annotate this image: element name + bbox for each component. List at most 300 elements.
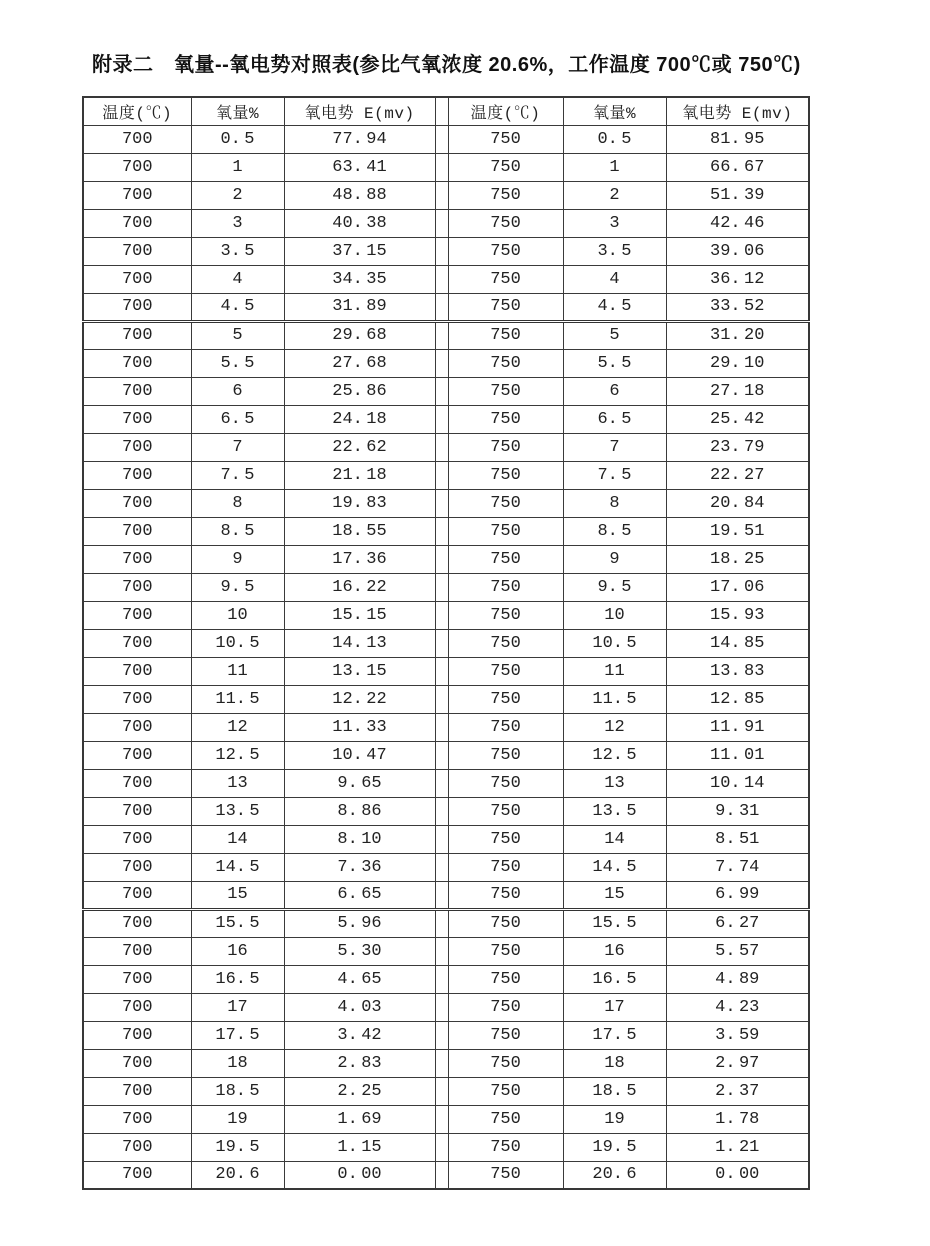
temp-cell: 750 [448, 1105, 563, 1133]
oxygen-cell: 18 [563, 1049, 666, 1077]
temp-cell: 750 [448, 1077, 563, 1105]
temp-cell: 750 [448, 517, 563, 545]
spacer-cell [435, 601, 448, 629]
table-row [83, 237, 809, 265]
oxygen-cell: 7 [563, 433, 666, 461]
temp-cell: 700 [83, 321, 191, 349]
temp-cell: 750 [448, 405, 563, 433]
oxygen-cell: 14 [191, 825, 284, 853]
temp-cell: 700 [83, 377, 191, 405]
potential-cell: 19. 51 [666, 517, 809, 545]
oxygen-cell: 5 [563, 321, 666, 349]
spacer-cell [435, 1161, 448, 1189]
oxygen-cell: 6 [563, 377, 666, 405]
potential-cell: 22. 27 [666, 461, 809, 489]
oxygen-cell: 20. 6 [563, 1161, 666, 1189]
potential-cell: 14. 85 [666, 629, 809, 657]
potential-cell: 1. 78 [666, 1105, 809, 1133]
table-row [83, 937, 809, 965]
potential-cell: 0. 00 [666, 1161, 809, 1189]
temp-cell: 750 [448, 881, 563, 909]
oxygen-cell: 16. 5 [191, 965, 284, 993]
spacer-cell [435, 433, 448, 461]
temp-cell: 700 [83, 181, 191, 209]
oxygen-cell: 14. 5 [563, 853, 666, 881]
oxygen-cell: 12. 5 [563, 741, 666, 769]
column-header: 温度(℃) [448, 97, 563, 125]
spacer-cell [435, 965, 448, 993]
oxygen-cell: 16 [191, 937, 284, 965]
table-row [83, 489, 809, 517]
table-row [83, 573, 809, 601]
table-row [83, 1021, 809, 1049]
oxygen-cell: 8. 5 [191, 517, 284, 545]
potential-cell: 1. 15 [284, 1133, 435, 1161]
spacer-cell [435, 937, 448, 965]
potential-cell: 37. 15 [284, 237, 435, 265]
potential-cell: 1. 21 [666, 1133, 809, 1161]
oxygen-cell: 2 [563, 181, 666, 209]
column-header: 温度(℃) [83, 97, 191, 125]
table-row [83, 909, 809, 937]
table-row [83, 881, 809, 909]
temp-cell: 700 [83, 1049, 191, 1077]
spacer-cell [435, 1049, 448, 1077]
oxygen-cell: 18 [191, 1049, 284, 1077]
oxygen-cell: 5 [191, 321, 284, 349]
potential-cell: 14. 13 [284, 629, 435, 657]
table-row [83, 993, 809, 1021]
potential-cell: 11. 91 [666, 713, 809, 741]
temp-cell: 750 [448, 153, 563, 181]
spacer-cell [435, 265, 448, 293]
potential-cell: 19. 83 [284, 489, 435, 517]
oxygen-cell: 10. 5 [191, 629, 284, 657]
oxygen-cell: 12. 5 [191, 741, 284, 769]
temp-cell: 700 [83, 1077, 191, 1105]
table-row [83, 769, 809, 797]
potential-cell: 8. 86 [284, 797, 435, 825]
temp-cell: 700 [83, 853, 191, 881]
potential-cell: 34. 35 [284, 265, 435, 293]
potential-cell: 25. 86 [284, 377, 435, 405]
potential-cell: 36. 12 [666, 265, 809, 293]
table-row [83, 321, 809, 349]
potential-cell: 7. 36 [284, 853, 435, 881]
potential-cell: 6. 65 [284, 881, 435, 909]
spacer-cell [435, 713, 448, 741]
table-row [83, 1077, 809, 1105]
potential-cell: 11. 33 [284, 713, 435, 741]
oxygen-cell: 0. 5 [191, 125, 284, 153]
potential-cell: 20. 84 [666, 489, 809, 517]
oxygen-cell: 17 [563, 993, 666, 1021]
column-header: 氧量% [191, 97, 284, 125]
potential-cell: 13. 83 [666, 657, 809, 685]
oxygen-cell: 6 [191, 377, 284, 405]
potential-cell: 10. 14 [666, 769, 809, 797]
spacer-cell [435, 349, 448, 377]
temp-cell: 700 [83, 825, 191, 853]
spacer-cell [435, 293, 448, 321]
oxygen-cell: 5. 5 [191, 349, 284, 377]
temp-cell: 700 [83, 265, 191, 293]
potential-cell: 21. 18 [284, 461, 435, 489]
comparison-table [82, 96, 810, 1190]
potential-cell: 15. 93 [666, 601, 809, 629]
spacer-cell [435, 377, 448, 405]
temp-cell: 700 [83, 937, 191, 965]
oxygen-cell: 4 [563, 265, 666, 293]
temp-cell: 700 [83, 545, 191, 573]
potential-cell: 29. 10 [666, 349, 809, 377]
oxygen-cell: 17 [191, 993, 284, 1021]
temp-cell: 750 [448, 1161, 563, 1189]
spacer-cell [435, 685, 448, 713]
oxygen-cell: 1 [563, 153, 666, 181]
temp-cell: 700 [83, 349, 191, 377]
potential-cell: 63. 41 [284, 153, 435, 181]
table-row [83, 461, 809, 489]
temp-cell: 750 [448, 993, 563, 1021]
table-row [83, 657, 809, 685]
temp-cell: 750 [448, 461, 563, 489]
spacer-cell [435, 629, 448, 657]
temp-cell: 750 [448, 601, 563, 629]
temp-cell: 700 [83, 1105, 191, 1133]
spacer-cell [435, 545, 448, 573]
spacer-cell [435, 489, 448, 517]
potential-cell: 5. 57 [666, 937, 809, 965]
table-body [83, 125, 809, 1189]
temp-cell: 700 [83, 209, 191, 237]
potential-cell: 31. 20 [666, 321, 809, 349]
spacer-cell [435, 209, 448, 237]
temp-cell: 750 [448, 125, 563, 153]
temp-cell: 750 [448, 265, 563, 293]
oxygen-cell: 11 [191, 657, 284, 685]
temp-cell: 700 [83, 1161, 191, 1189]
temp-cell: 750 [448, 769, 563, 797]
temp-cell: 750 [448, 825, 563, 853]
table-row [83, 601, 809, 629]
table-row [83, 265, 809, 293]
table-row [83, 685, 809, 713]
temp-cell: 750 [448, 1049, 563, 1077]
oxygen-cell: 3 [563, 209, 666, 237]
temp-cell: 750 [448, 433, 563, 461]
spacer-cell [435, 573, 448, 601]
potential-cell: 12. 85 [666, 685, 809, 713]
temp-cell: 750 [448, 237, 563, 265]
temp-cell: 750 [448, 1133, 563, 1161]
table-row [83, 545, 809, 573]
potential-cell: 16. 22 [284, 573, 435, 601]
oxygen-cell: 11 [563, 657, 666, 685]
spacer-cell [435, 1105, 448, 1133]
oxygen-cell: 6. 5 [563, 405, 666, 433]
oxygen-cell: 17. 5 [191, 1021, 284, 1049]
spacer-cell [435, 853, 448, 881]
temp-cell: 700 [83, 433, 191, 461]
temp-cell: 750 [448, 181, 563, 209]
temp-cell: 750 [448, 573, 563, 601]
temp-cell: 750 [448, 965, 563, 993]
temp-cell: 750 [448, 1021, 563, 1049]
oxygen-cell: 13. 5 [563, 797, 666, 825]
oxygen-cell: 19. 5 [191, 1133, 284, 1161]
potential-cell: 15. 15 [284, 601, 435, 629]
table-row [83, 293, 809, 321]
potential-cell: 17. 06 [666, 573, 809, 601]
temp-cell: 700 [83, 405, 191, 433]
spacer-cell [435, 909, 448, 937]
spacer-cell [435, 657, 448, 685]
oxygen-cell: 5. 5 [563, 349, 666, 377]
temp-cell: 750 [448, 909, 563, 937]
spacer-cell [435, 405, 448, 433]
spacer-cell [435, 741, 448, 769]
potential-cell: 4. 65 [284, 965, 435, 993]
spacer-cell [435, 321, 448, 349]
table-row [83, 629, 809, 657]
potential-cell: 18. 55 [284, 517, 435, 545]
oxygen-cell: 12 [563, 713, 666, 741]
temp-cell: 700 [83, 629, 191, 657]
page-title: 附录二 氧量--氧电势对照表(参比气氧浓度 20.6%，工作温度 700℃或 750℃) [92, 54, 801, 76]
table-row [83, 405, 809, 433]
potential-cell: 81. 95 [666, 125, 809, 153]
temp-cell: 700 [83, 769, 191, 797]
oxygen-cell: 8 [191, 489, 284, 517]
table-row [83, 125, 809, 153]
temp-cell: 700 [83, 489, 191, 517]
potential-cell: 27. 68 [284, 349, 435, 377]
oxygen-cell: 16 [563, 937, 666, 965]
oxygen-cell: 12 [191, 713, 284, 741]
potential-cell: 5. 30 [284, 937, 435, 965]
temp-cell: 750 [448, 209, 563, 237]
spacer-cell [435, 461, 448, 489]
potential-cell: 48. 88 [284, 181, 435, 209]
potential-cell: 66. 67 [666, 153, 809, 181]
table-row [83, 181, 809, 209]
temp-cell: 750 [448, 741, 563, 769]
oxygen-cell: 18. 5 [191, 1077, 284, 1105]
potential-cell: 6. 27 [666, 909, 809, 937]
oxygen-cell: 4 [191, 265, 284, 293]
table-header [83, 97, 809, 125]
spacer-cell [435, 825, 448, 853]
spacer-cell [435, 153, 448, 181]
oxygen-cell: 15 [563, 881, 666, 909]
potential-cell: 7. 74 [666, 853, 809, 881]
oxygen-cell: 11. 5 [191, 685, 284, 713]
oxygen-cell: 10. 5 [563, 629, 666, 657]
oxygen-cell: 10 [191, 601, 284, 629]
column-header: 氧电势 E(mv) [284, 97, 435, 125]
potential-cell: 77. 94 [284, 125, 435, 153]
table-row [83, 153, 809, 181]
oxygen-cell: 3 [191, 209, 284, 237]
oxygen-cell: 13 [563, 769, 666, 797]
temp-cell: 700 [83, 965, 191, 993]
oxygen-cell: 16. 5 [563, 965, 666, 993]
potential-cell: 3. 59 [666, 1021, 809, 1049]
table-row [83, 1133, 809, 1161]
temp-cell: 700 [83, 153, 191, 181]
spacer-cell [435, 1133, 448, 1161]
spacer-cell [435, 125, 448, 153]
temp-cell: 700 [83, 881, 191, 909]
temp-cell: 700 [83, 993, 191, 1021]
oxygen-cell: 15. 5 [191, 909, 284, 937]
temp-cell: 700 [83, 517, 191, 545]
temp-cell: 750 [448, 629, 563, 657]
temp-cell: 700 [83, 741, 191, 769]
oxygen-cell: 7. 5 [191, 461, 284, 489]
table-row [83, 1161, 809, 1189]
temp-cell: 700 [83, 657, 191, 685]
potential-cell: 2. 97 [666, 1049, 809, 1077]
potential-cell: 9. 65 [284, 769, 435, 797]
potential-cell: 51. 39 [666, 181, 809, 209]
temp-cell: 750 [448, 657, 563, 685]
potential-cell: 33. 52 [666, 293, 809, 321]
table-row [83, 825, 809, 853]
temp-cell: 750 [448, 349, 563, 377]
oxygen-cell: 13 [191, 769, 284, 797]
potential-cell: 23. 79 [666, 433, 809, 461]
temp-cell: 750 [448, 377, 563, 405]
oxygen-cell: 10 [563, 601, 666, 629]
spacer-cell [435, 797, 448, 825]
potential-cell: 5. 96 [284, 909, 435, 937]
temp-cell: 750 [448, 293, 563, 321]
potential-cell: 8. 10 [284, 825, 435, 853]
potential-cell: 29. 68 [284, 321, 435, 349]
temp-cell: 750 [448, 713, 563, 741]
temp-cell: 700 [83, 1021, 191, 1049]
spacer-cell [435, 1077, 448, 1105]
oxygen-cell: 15 [191, 881, 284, 909]
potential-cell: 11. 01 [666, 741, 809, 769]
potential-cell: 40. 38 [284, 209, 435, 237]
potential-cell: 13. 15 [284, 657, 435, 685]
potential-cell: 6. 99 [666, 881, 809, 909]
column-header: 氧量% [563, 97, 666, 125]
temp-cell: 700 [83, 797, 191, 825]
oxygen-cell: 15. 5 [563, 909, 666, 937]
oxygen-cell: 8. 5 [563, 517, 666, 545]
temp-cell: 750 [448, 685, 563, 713]
oxygen-cell: 7 [191, 433, 284, 461]
oxygen-cell: 19 [563, 1105, 666, 1133]
table-row [83, 713, 809, 741]
table-row [83, 853, 809, 881]
potential-cell: 31. 89 [284, 293, 435, 321]
temp-cell: 750 [448, 321, 563, 349]
potential-cell: 18. 25 [666, 545, 809, 573]
table-row [83, 433, 809, 461]
potential-cell: 9. 31 [666, 797, 809, 825]
spacer-cell [435, 1021, 448, 1049]
oxygen-cell: 14. 5 [191, 853, 284, 881]
potential-cell: 1. 69 [284, 1105, 435, 1133]
oxygen-cell: 17. 5 [563, 1021, 666, 1049]
temp-cell: 750 [448, 489, 563, 517]
potential-cell: 25. 42 [666, 405, 809, 433]
temp-cell: 700 [83, 909, 191, 937]
potential-cell: 8. 51 [666, 825, 809, 853]
spacer-header [435, 97, 448, 125]
oxygen-cell: 4. 5 [191, 293, 284, 321]
table-row [83, 965, 809, 993]
table-row [83, 797, 809, 825]
temp-cell: 750 [448, 853, 563, 881]
spacer-cell [435, 517, 448, 545]
temp-cell: 750 [448, 937, 563, 965]
potential-cell: 10. 47 [284, 741, 435, 769]
oxygen-cell: 9 [191, 545, 284, 573]
temp-cell: 700 [83, 461, 191, 489]
spacer-cell [435, 181, 448, 209]
table-row [83, 209, 809, 237]
spacer-cell [435, 993, 448, 1021]
oxygen-cell: 3. 5 [563, 237, 666, 265]
oxygen-cell: 4. 5 [563, 293, 666, 321]
temp-cell: 700 [83, 1133, 191, 1161]
temp-cell: 750 [448, 545, 563, 573]
oxygen-cell: 19. 5 [563, 1133, 666, 1161]
table-row [83, 517, 809, 545]
potential-cell: 0. 00 [284, 1161, 435, 1189]
temp-cell: 700 [83, 601, 191, 629]
oxygen-cell: 2 [191, 181, 284, 209]
potential-cell: 27. 18 [666, 377, 809, 405]
table-row [83, 349, 809, 377]
oxygen-cell: 7. 5 [563, 461, 666, 489]
potential-cell: 22. 62 [284, 433, 435, 461]
oxygen-cell: 11. 5 [563, 685, 666, 713]
spacer-cell [435, 769, 448, 797]
oxygen-cell: 14 [563, 825, 666, 853]
oxygen-cell: 19 [191, 1105, 284, 1133]
spacer-cell [435, 881, 448, 909]
potential-cell: 2. 83 [284, 1049, 435, 1077]
column-header: 氧电势 E(mv) [666, 97, 809, 125]
temp-cell: 700 [83, 237, 191, 265]
oxygen-cell: 9. 5 [191, 573, 284, 601]
temp-cell: 750 [448, 797, 563, 825]
table-row [83, 377, 809, 405]
potential-cell: 17. 36 [284, 545, 435, 573]
potential-cell: 3. 42 [284, 1021, 435, 1049]
oxygen-cell: 9 [563, 545, 666, 573]
oxygen-cell: 1 [191, 153, 284, 181]
potential-cell: 12. 22 [284, 685, 435, 713]
oxygen-cell: 8 [563, 489, 666, 517]
oxygen-cell: 18. 5 [563, 1077, 666, 1105]
oxygen-cell: 6. 5 [191, 405, 284, 433]
potential-cell: 2. 25 [284, 1077, 435, 1105]
potential-cell: 24. 18 [284, 405, 435, 433]
table-row [83, 1105, 809, 1133]
temp-cell: 700 [83, 293, 191, 321]
oxygen-cell: 0. 5 [563, 125, 666, 153]
table-row [83, 1049, 809, 1077]
potential-cell: 42. 46 [666, 209, 809, 237]
